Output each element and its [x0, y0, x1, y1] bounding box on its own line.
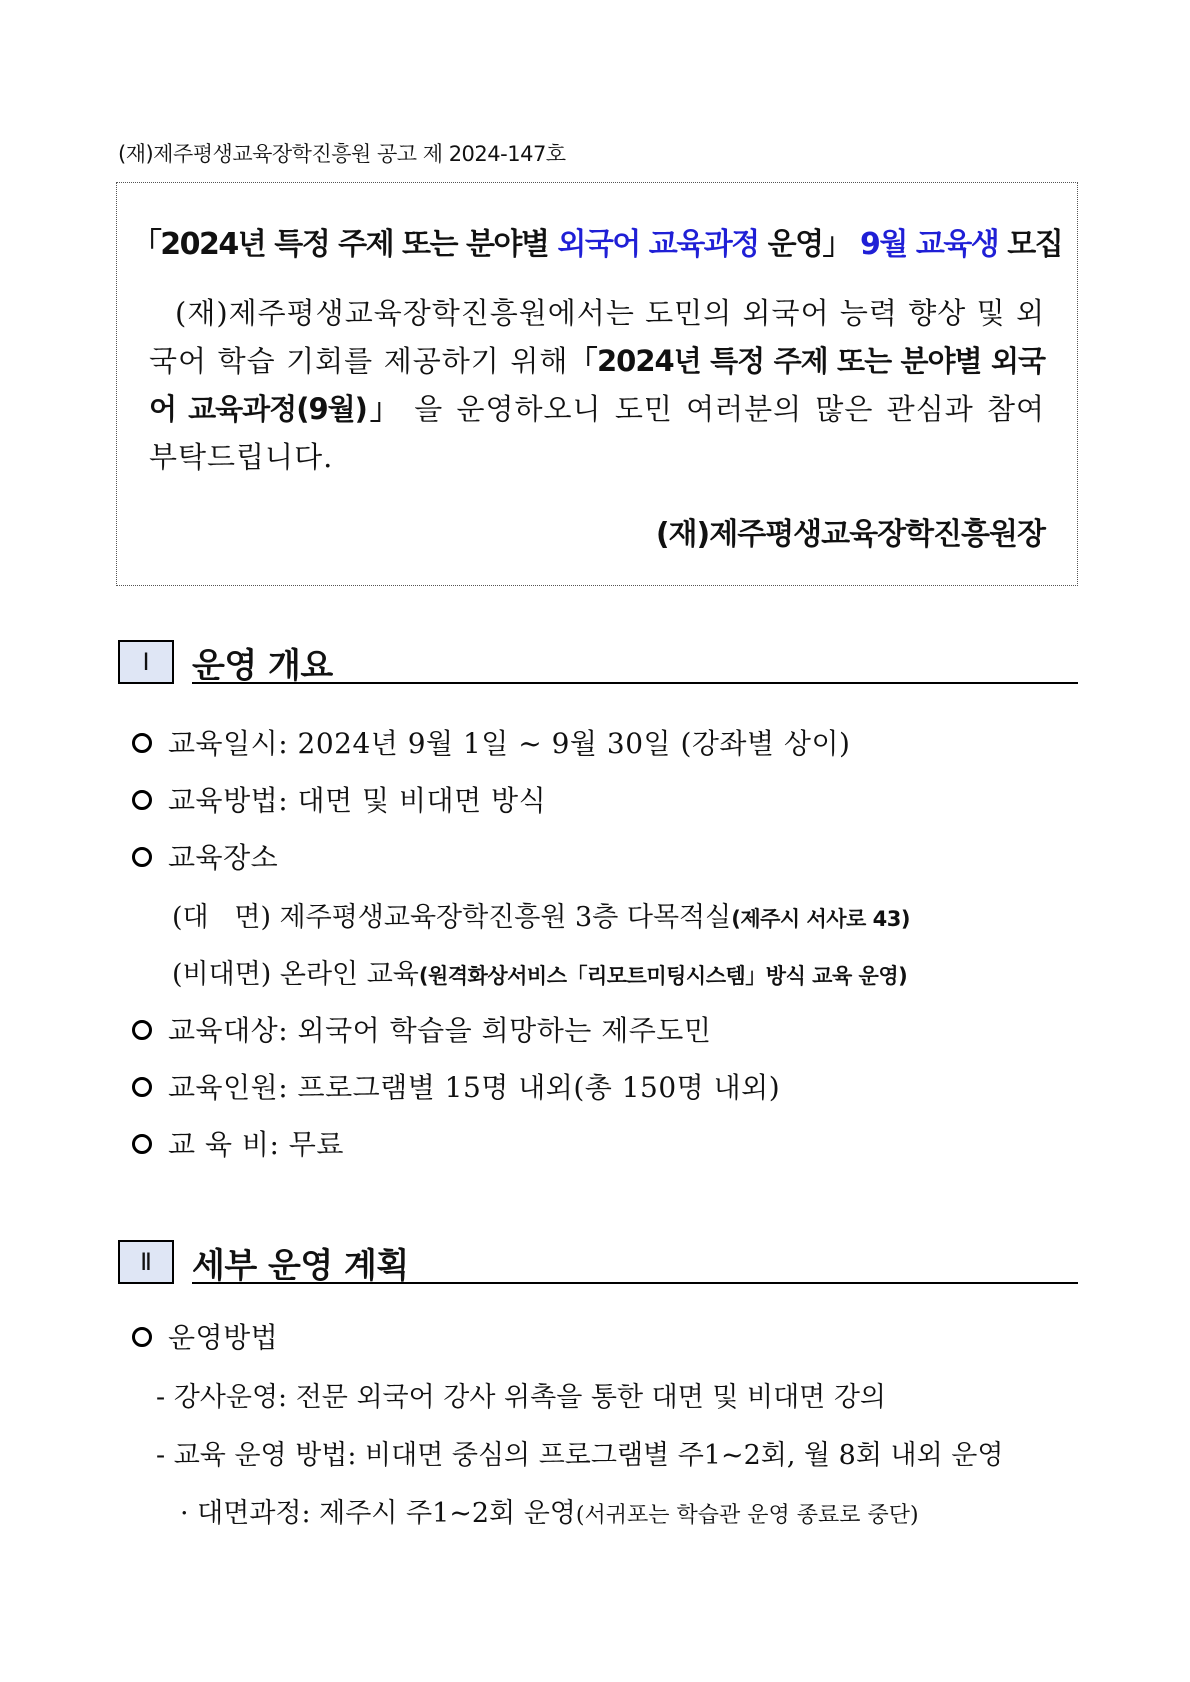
section-title: 세부 운영 계획 [192, 1246, 409, 1286]
body-text: 을 운영하오니 도민 여러분의 많은 관심과 참여 부탁드립니다. [149, 392, 1046, 474]
dot-note: (서귀포는 학습관 운영 종료로 중단) [575, 1503, 919, 1528]
title-text: 운영」 [758, 227, 861, 262]
signer: (재)제주평생교육장학진흥원장 [655, 517, 1045, 552]
section-rule [192, 682, 1078, 684]
list-item [132, 1123, 344, 1163]
circle-bullet-icon [132, 1327, 152, 1347]
list-item [132, 1316, 278, 1356]
announcement-body [149, 289, 1045, 481]
circle-bullet-icon [132, 847, 152, 867]
venue-label: (비대면) 온라인 교육 [172, 959, 419, 990]
item-text: 교육방법: 대면 및 비대면 방식 [168, 784, 547, 817]
dot-item [180, 1491, 919, 1530]
section-number: Ⅰ [118, 640, 174, 684]
list-item [132, 1009, 711, 1049]
venue-detail: (제주시 서사로 43) [731, 907, 910, 931]
section-title: 운영 개요 [192, 646, 333, 686]
title-text: 모집 [998, 227, 1063, 262]
circle-bullet-icon [132, 1077, 152, 1097]
venue-label: (대 면) 제주평생교육장학진흥원 3층 다목적실 [172, 902, 732, 933]
item-text: 교육대상: 외국어 학습을 희망하는 제주도민 [168, 1014, 712, 1047]
announcement-title [117, 219, 1077, 263]
item-text: 운영방법 [168, 1321, 279, 1354]
circle-bullet-icon [132, 1134, 152, 1154]
item-text: 교육일시: 2024년 9월 1일 ~ 9월 30일 (강좌별 상이) [168, 727, 851, 760]
venue-offline [172, 895, 910, 934]
circle-bullet-icon [132, 790, 152, 810]
announcement-box [116, 182, 1078, 586]
item-text: 교 육 비: 무료 [168, 1128, 344, 1161]
venue-online [172, 952, 907, 991]
venue-detail: (원격화상서비스「리모트미팅시스템」방식 교육 운영) [418, 964, 908, 988]
dash-item: - 강사운영: 전문 외국어 강사 위촉을 통한 대면 및 비대면 강의 [156, 1382, 887, 1413]
title-highlight: 9월 교육생 [860, 227, 999, 262]
item-text: 교육장소 [168, 841, 279, 874]
list-item [132, 779, 546, 819]
circle-bullet-icon [132, 1020, 152, 1040]
circle-bullet-icon [132, 733, 152, 753]
section-number: Ⅱ [118, 1240, 174, 1284]
list-item [132, 1066, 780, 1106]
section-rule [192, 1282, 1078, 1284]
list-item [132, 836, 278, 876]
notice-number: (재)제주평생교육장학진흥원 공고 제 2024-147호 [118, 142, 566, 166]
dot-text: · 대면과정: 제주시 주1~2회 운영 [180, 1498, 576, 1529]
body-bold-text: 「2024년 특정 주제 또는 분야별 외국어 교육과정(9월)」 [149, 344, 1045, 426]
item-text: 교육인원: 프로그램별 15명 내외(총 150명 내외) [168, 1071, 781, 1104]
list-item [132, 722, 850, 762]
title-highlight: 외국어 교육과정 [557, 227, 759, 262]
title-text: 「2024년 특정 주제 또는 분야별 [131, 227, 558, 262]
dash-item: - 교육 운영 방법: 비대면 중심의 프로그램별 주1~2회, 월 8회 내외 운영 [156, 1440, 1004, 1471]
body-text: (재)제주평생교육장학진흥원에서는 도민의 외국어 능력 향상 및 외국어 학습 기회를 제공하기 위해 [149, 296, 1045, 378]
